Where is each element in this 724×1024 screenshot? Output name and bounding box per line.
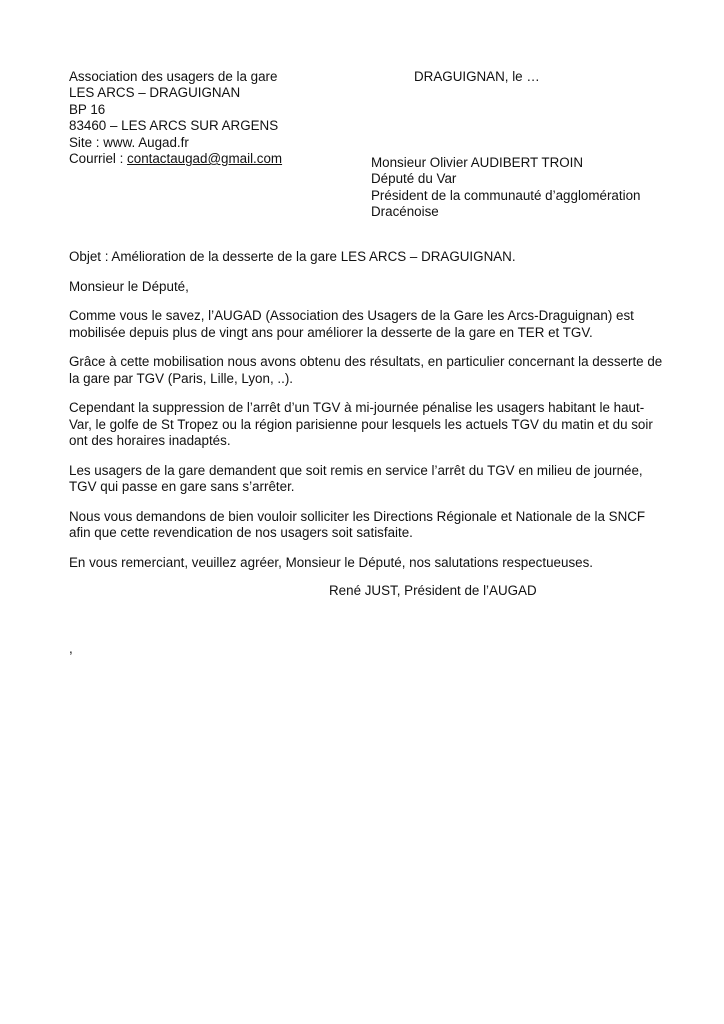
paragraph: Grâce à cette mobilisation nous avons obtenu des résultats, en particulier concernant la desserte de la gare par TGV (Paris, Lille, Lyon, ..). bbox=[69, 354, 663, 386]
paragraph: Nous vous demandons de bien vouloir solliciter les Directions Régionale et Nationale de la SNCF afin que cette revendication de nos usagers soit satisfaite. bbox=[69, 508, 646, 541]
sender-line-po-box: BP 16 bbox=[69, 101, 106, 117]
salutation: Monsieur le Député, bbox=[69, 278, 189, 294]
email-link[interactable]: contactaugad@gmail.com bbox=[127, 151, 283, 167]
stray-comma: , bbox=[69, 641, 73, 656]
recipient-line-role: Président de la communauté d’agglomération bbox=[371, 187, 641, 203]
email-label: Courriel : bbox=[69, 151, 128, 167]
subject-line: Objet : Amélioration de la desserte de la gare LES ARCS – DRAGUIGNAN. bbox=[69, 249, 516, 264]
recipient-address-block bbox=[371, 155, 691, 221]
sender-line-station: LES ARCS – DRAGUIGNAN bbox=[69, 85, 241, 101]
sender-line-email bbox=[69, 151, 359, 167]
recipient-line-title: Député du Var bbox=[371, 171, 457, 187]
recipient-line-name: Monsieur Olivier AUDIBERT TROIN bbox=[371, 155, 584, 170]
signature-line: René JUST, Président de l’AUGAD bbox=[329, 583, 537, 598]
sender-line-postcode-city: 83460 – LES ARCS SUR ARGENS bbox=[69, 118, 279, 134]
sender-line-website: Site : www. Augad.fr bbox=[69, 134, 189, 150]
date-line: DRAGUIGNAN, le … bbox=[414, 69, 540, 84]
paragraph: Comme vous le savez, l’AUGAD (Association des Usagers de la Gare les Arcs-Draguignan) est mobilisée depuis plus de vingt ans pour améliorer la desserte de la gare en TER et TGV. bbox=[69, 308, 634, 340]
closing-paragraph: En vous remerciant, veuillez agréer, Monsieur le Député, nos salutations respectueuses. bbox=[69, 554, 593, 570]
paragraph: Les usagers de la gare demandent que soit remis en service l’arrêt du TGV en milieu de journée, TGV qui passe en gare sans s’arrêter. bbox=[69, 462, 643, 495]
letter-body bbox=[69, 249, 663, 584]
sender-line-organisation: Association des usagers de la gare bbox=[69, 69, 278, 84]
recipient-line-role-continued: Dracénoise bbox=[371, 204, 439, 220]
paragraph: Cependant la suppression de l’arrêt d’un TGV à mi-journée pénalise les usagers habitant le haut-Var, le golfe de St Tropez ou la région parisienne pour lesquels les actuels TGV du matin et du soir ont des horaires inadaptés. bbox=[69, 400, 653, 449]
sender-address-block bbox=[69, 69, 359, 167]
